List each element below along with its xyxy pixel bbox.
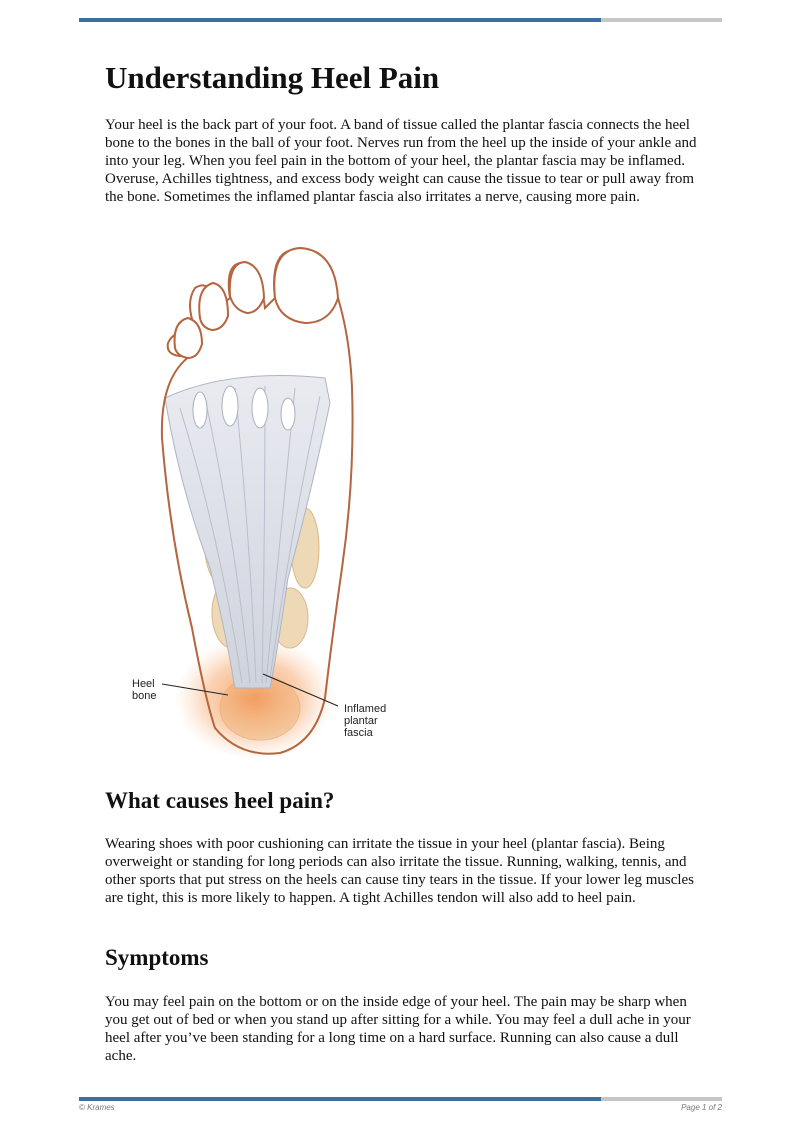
label-fascia-line2: plantar	[344, 715, 378, 727]
top-rule-remainder	[601, 18, 722, 22]
foot-illustration-svg	[120, 238, 420, 758]
page-title: Understanding Heel Pain	[105, 60, 440, 95]
bottom-rule-remainder	[601, 1097, 722, 1101]
symptoms-paragraph: You may feel pain on the bottom or on the inside edge of your heel. The pain may be sharp when you get out of bed or when you stand up after sitting for a while. You may feel a dull ache in your heel after you’ve been standing for a long time on a hard surface. Running can also cause a dull ache.	[105, 994, 691, 1064]
bottom-rule	[79, 1097, 722, 1101]
causes-heading: What causes heel pain?	[105, 788, 335, 813]
top-rule	[79, 18, 722, 22]
top-rule-accent	[79, 18, 601, 22]
footer-copyright: © Krames	[79, 1103, 115, 1112]
footer-page-number: Page 1 of 2	[681, 1103, 722, 1112]
causes-paragraph: Wearing shoes with poor cushioning can irritate the tissue in your heel (plantar fascia). Being overweight or standing for long periods can also irritate the tissue. Running, walking, tennis, and other sports that put stress on the heels can cause tiny tears in the tissue. If your lower leg muscles are tight, this is more likely to happen. A tight Achilles tendon will also add to heel pain.	[105, 836, 695, 906]
bottom-rule-accent	[79, 1097, 601, 1101]
label-fascia-line1: Inflamed	[344, 703, 387, 715]
label-heel-bone-line1: Heel	[132, 678, 155, 690]
symptoms-heading: Symptoms	[105, 945, 209, 970]
toes	[175, 248, 338, 358]
foot-illustration	[120, 238, 420, 758]
label-heel-bone-line2: bone	[132, 690, 157, 702]
intro-paragraph: Your heel is the back part of your foot. A band of tissue called the plantar fascia connects the heel bone to the bones in the ball of your foot. Nerves run from the heel up the inside of your ankle and into your leg. When you feel pain in the bottom of your heel, the plantar fascia may be inflamed. Overuse, Achilles tightness, and excess body weight can cause the tissue to tear or pull away from the bone. Sometimes the inflamed plantar fascia also irritates a nerve, causing more pain.	[105, 117, 697, 205]
label-fascia-line3: fascia	[344, 727, 373, 739]
